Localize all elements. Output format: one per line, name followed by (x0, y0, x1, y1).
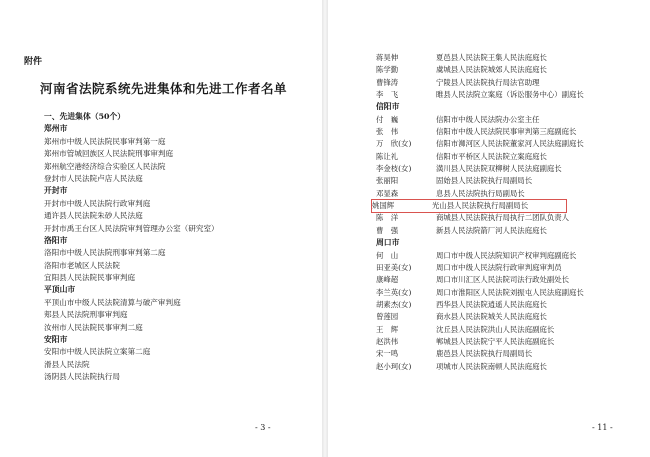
list-item: 开封市中级人民法院行政审判庭 (44, 198, 151, 208)
person-position: 商水县人民法院城关人民法庭庭长 (436, 312, 547, 322)
person-name: 曹 强 (376, 225, 399, 235)
right-list (372, 52, 584, 373)
left-list (44, 111, 219, 384)
person-position: 周口市川汇区人民法院司法行政处副处长 (436, 275, 570, 285)
list-item: 通许县人民法院朱砂人民法庭 (44, 211, 143, 221)
person-position: 项城市人民法院南顿人民法庭庭长 (436, 361, 547, 371)
list-item: 安阳市中级人民法院立案第二庭 (44, 347, 151, 357)
highlighted-row (372, 200, 566, 212)
person-position: 周口市中级人民法院行政审判庭审判员 (436, 262, 562, 272)
city-heading: 开封市 (44, 186, 68, 196)
person-position: 商城县人民法院执行局执行二团队负责人 (436, 213, 570, 223)
person-position: 虞城县人民法院城郊人民法庭庭长 (436, 65, 547, 75)
list-item: 平顶山市中级人民法院清算与破产审判庭 (44, 297, 181, 307)
table-row (376, 324, 566, 336)
table-row (376, 188, 566, 200)
table-row (376, 126, 577, 138)
person-name: 何 山 (376, 250, 399, 260)
person-name: 田亚美(女) (376, 262, 412, 272)
city-heading: 郑州市 (44, 124, 68, 134)
table-row (376, 163, 566, 175)
person-name: 张丽阳 (376, 176, 399, 186)
table-row (376, 114, 566, 126)
person-position: 鹿邑县人民法院执行局副局长 (436, 349, 533, 359)
list-item: 洛阳市中级人民法院刑事审判第二庭 (44, 248, 166, 258)
table-row (376, 287, 584, 299)
list-item: 郑州市中级人民法院民事审判第一庭 (44, 136, 166, 146)
person-position: 息县人民法院执行局副局长 (436, 188, 525, 198)
person-position: 新县人民法院箭厂河人民法庭庭长 (436, 225, 547, 235)
table-row (376, 89, 584, 101)
person-name: 张 伟 (376, 127, 399, 137)
person-position: 信阳市浉河区人民法院董家河人民法庭副庭长 (436, 139, 584, 149)
person-position: 信阳市中级人民法院办公室主任 (436, 114, 540, 124)
person-name: 赵小珂(女) (376, 361, 412, 371)
list-item: 洛阳市老城区人民法院 (44, 260, 120, 270)
list-item: 郑州航空港经济综合实验区人民法院 (44, 161, 166, 171)
table-row (376, 262, 566, 274)
list-item: 登封市人民法院卢店人民法庭 (44, 173, 143, 183)
person-name: 邓显森 (376, 188, 399, 198)
person-name: 王 辉 (376, 324, 399, 334)
table-row (376, 225, 566, 237)
right-page (328, 0, 650, 457)
table-row (376, 361, 566, 373)
list-item: 郏县人民法院刑事审判庭 (44, 310, 128, 320)
person-position: 周口市中级人民法院知识产权审判庭副庭长 (436, 250, 577, 260)
table-row (376, 175, 566, 187)
person-name: 康峰超 (376, 275, 399, 285)
city-heading: 洛阳市 (44, 235, 68, 245)
person-name: 胡素杰(女) (376, 299, 412, 309)
list-item: 汝州市人民法院民事审判二庭 (44, 322, 143, 332)
person-name: 李 飞 (376, 90, 399, 100)
list-item: 郑州市管城回族区人民法院刑事审判庭 (44, 149, 174, 159)
table-row (376, 348, 566, 360)
city-heading: 安阳市 (44, 335, 68, 345)
person-name: 曹锋涛 (376, 77, 399, 87)
city-heading-row (376, 101, 566, 113)
person-name: 付 巍 (376, 114, 399, 124)
person-name: 李金枝(女) (376, 164, 412, 174)
table-row (376, 52, 566, 64)
table-row (376, 311, 566, 323)
person-position: 宁陵县人民法院执行局法官助理 (436, 77, 540, 87)
person-position: 睢县人民法院立案庭（诉讼服务中心）副庭长 (436, 90, 584, 100)
section-heading: 一、先进集体（50个） (44, 112, 126, 121)
person-position: 信阳市平桥区人民法院立案庭庭长 (436, 151, 547, 161)
table-row (376, 299, 566, 311)
person-name: 万 欣(女) (376, 139, 412, 149)
person-position: 夏邑县人民法院王集人民法庭庭长 (436, 53, 547, 62)
person-position: 光山县人民法院执行局副局长 (432, 201, 529, 211)
city-heading: 周口市 (376, 238, 400, 248)
page-number-left: - 3 - (255, 423, 271, 432)
person-name: 宋一鸣 (376, 349, 399, 359)
person-position: 周口市淮阳区人民法院刘振屯人民法庭副庭长 (436, 287, 584, 297)
annex-label: 附件 (24, 57, 43, 67)
table-row (376, 138, 584, 150)
left-page (0, 0, 322, 457)
list-item: 滑县人民法院 (44, 359, 90, 369)
table-row (376, 274, 570, 286)
page-number-right: - 11 - (592, 423, 613, 432)
city-heading-row (376, 237, 566, 249)
person-position: 西华县人民法院逍遥人民法庭庭长 (436, 299, 547, 309)
person-name: 陈让礼 (376, 151, 399, 161)
person-position: 信阳市中级人民法院民事审判第三庭副庭长 (436, 127, 577, 137)
list-item: 汤阴县人民法院执行局 (44, 372, 120, 382)
person-name: 姚国辉 (372, 201, 395, 211)
person-name: 李兰英(女) (376, 287, 412, 297)
person-position: 郸城县人民法院宁平人民法庭副庭长 (436, 336, 555, 346)
city-heading: 信阳市 (376, 102, 400, 112)
city-heading: 平顶山市 (44, 285, 76, 295)
person-position: 固始县人民法院执行局副局长 (436, 176, 533, 186)
table-row (376, 336, 566, 348)
table-row (376, 64, 566, 76)
table-row (376, 77, 566, 89)
table-row (376, 250, 577, 262)
list-item: 宜阳县人民法院民事审判庭 (44, 273, 136, 283)
person-name: 陈学勤 (376, 65, 399, 75)
person-position: 潢川县人民法院双柳树人民法庭副庭长 (436, 164, 562, 174)
person-name: 蒋昊伸 (376, 53, 399, 62)
person-name: 曾莲园 (376, 312, 399, 322)
list-item: 开封市禹王台区人民法院审判管理办公室（研究室） (44, 223, 219, 233)
person-name: 陈 洋 (376, 213, 399, 223)
person-position: 沈丘县人民法院洪山人民法庭副庭长 (436, 324, 555, 334)
table-row (376, 151, 566, 163)
table-row (376, 212, 570, 224)
document-title: 河南省法院系统先进集体和先进工作者名单 (40, 81, 288, 96)
person-name: 赵洪伟 (376, 336, 399, 346)
